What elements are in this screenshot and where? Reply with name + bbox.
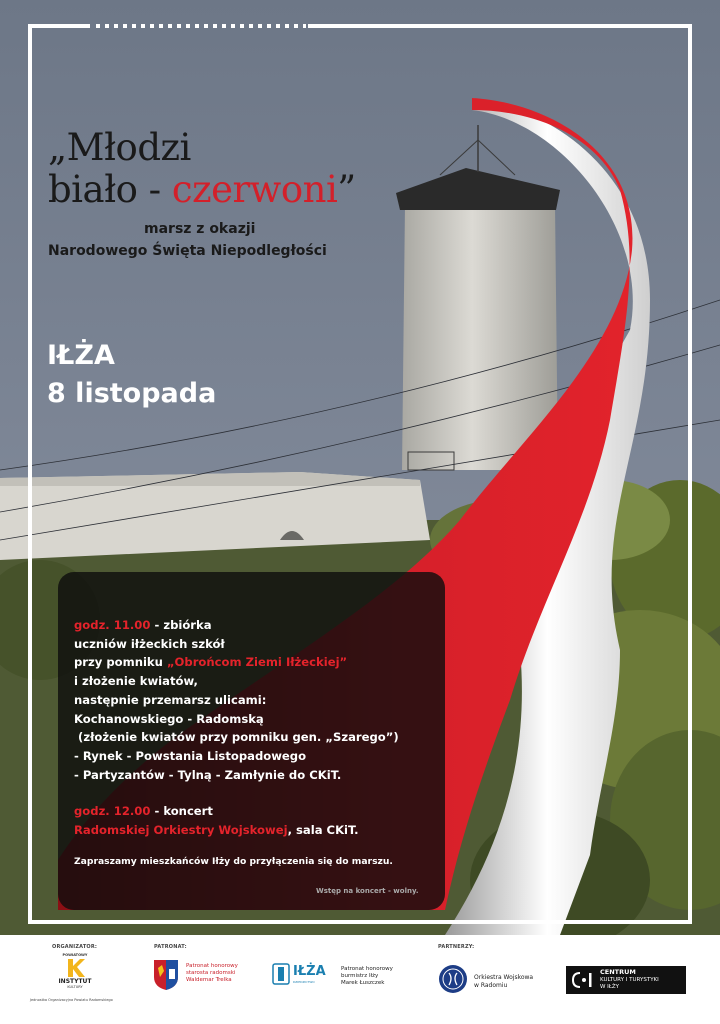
event-details: godz. 11.00 - zbiórka uczniów iłżeckich szkół przy pomniku „Obrońcom Ziemi Iłżeckiej” i złożenie kwiatów, następnie przemarsz ulicami: Kochanowskiego - Radomską (złożenie kwiatów przy pomniku gen. „Szarego”) - Rynek - Powstania Listopadowego - Partyzantów - Tylną - Zamłynie do CKiT. godz. 12.00 - koncert Radomskiej Orkiestry Wojskowej, sala CKiT.	[74, 618, 399, 838]
entry-note: Wstęp na koncert - wolny.	[316, 887, 419, 895]
burmistrz-patronage: Patronat honorowy burmistrz Iłży Marek Łuszczek	[341, 966, 393, 986]
time-2: godz. 12.00	[74, 804, 151, 819]
patronage-label: PATRONAT:	[154, 944, 187, 950]
ckit-symbol-icon	[570, 970, 598, 990]
ckit-logo: CENTRUM KULTURY I TURYSTYKI W IŁŻY	[566, 966, 686, 994]
partners-label: PARTNERZY:	[438, 944, 475, 950]
starosta-patronage: Patronat honorowy starosta radomski Waldemar Trelka	[186, 963, 238, 983]
institute-k-icon	[64, 958, 86, 978]
frame-top-right	[308, 24, 692, 28]
event-place-date	[47, 337, 216, 413]
ilza-logo: IŁŻA DZIEDZICTWO	[272, 963, 334, 987]
title-line-1: „Młodzi	[48, 126, 191, 169]
institute-logo: POWIATOWY INSTYTUT KULTURY	[58, 953, 92, 989]
frame-right	[688, 24, 692, 924]
ilza-castle-icon	[272, 963, 290, 985]
title-line-2: biało - czerwoni”	[48, 168, 356, 211]
invitation-text: Zapraszamy mieszkańców Iłży do przyłączenia się do marszu.	[74, 856, 393, 867]
monument-name: „Obrońcom Ziemi Iłżeckiej”	[166, 655, 348, 670]
orchestra-name: Radomskiej Orkiestry Wojskowej	[74, 823, 288, 838]
time-1: godz. 11.00	[74, 618, 151, 632]
frame-bottom	[28, 920, 692, 924]
orchestra-emblem-icon	[438, 964, 468, 994]
frame-dots	[96, 24, 306, 28]
event-date: 8 listopada	[47, 378, 217, 409]
subtitle: marsz z okazji Narodowego Święta Niepodległości	[48, 221, 327, 259]
county-coat-of-arms-icon	[153, 959, 179, 991]
title-accent: czerwoni	[171, 168, 338, 211]
institute-caption: Jednostka Organizacyjna Powiatu Radomskiego	[30, 998, 113, 1002]
event-place: IŁŻA	[47, 340, 115, 371]
orchestra-partner: Orkiestra Wojskowa w Radomiu	[474, 974, 534, 989]
organizer-label: ORGANIZATOR:	[52, 944, 98, 950]
frame-top-left	[28, 24, 90, 28]
frame-left	[28, 24, 32, 924]
